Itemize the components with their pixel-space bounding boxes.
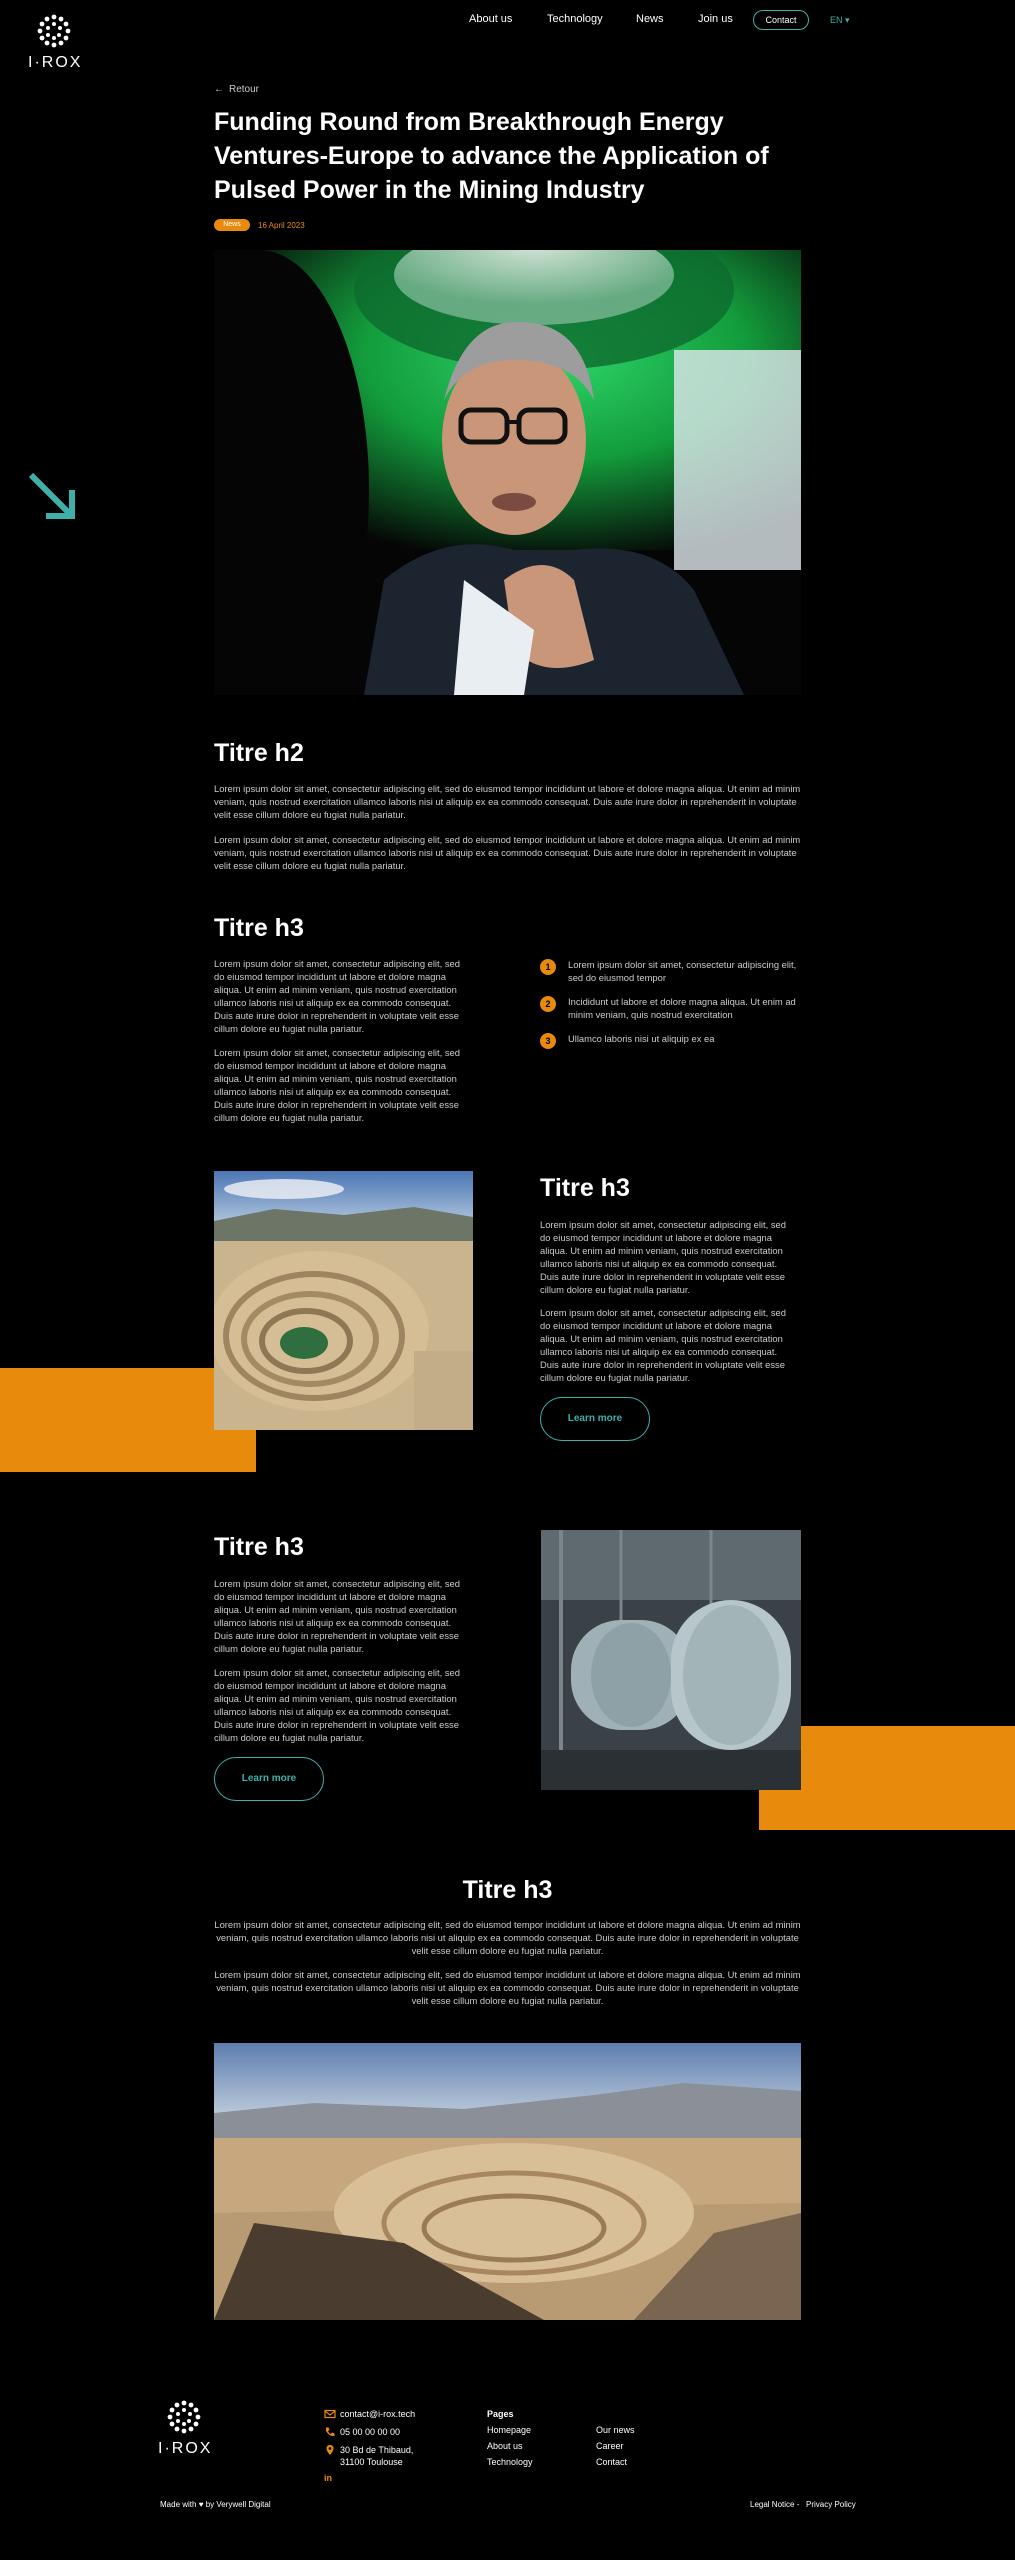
footer-link-our-news[interactable]: Our news <box>596 2425 635 2435</box>
footer-link-contact[interactable]: Contact <box>596 2457 628 2467</box>
legal-notice-link[interactable]: Legal Notice - <box>750 2500 800 2509</box>
section5-paragraph-2: Lorem ipsum dolor sit amet, consectetur adipiscing elit, sed do eiusmod tempor incididunt ut labore et dolore magna aliqua. Ut enim ad minim veniam, quis nostrud exercitation ullamco laboris nisi ut aliquip ex ea commodo consequat. Duis aute irure dolor in reprehenderit in voluptate velit esse cillum dolore eu fugiat nulla pariatur. <box>214 1969 801 2006</box>
list-item: 1 Lorem ipsum dolor sit amet, consectetur adipiscing elit, sed do eiusmod tempor <box>540 958 802 984</box>
footer-address: 30 Bd de Thibaud, 31100 Toulouse <box>324 2444 413 2468</box>
section3-paragraph-1: Lorem ipsum dolor sit amet, consectetur adipiscing elit, sed do eiusmod tempor incididunt ut labore et dolore magna aliqua. Ut enim ad minim veniam, quis nostrud exercitation ullamco laboris nisi ut aliquip ex ea commodo consequat. Duis aute irure dolor in reprehenderit in voluptate velit esse cillum dolore eu fugiat nulla pariatur. <box>540 1219 786 1295</box>
privacy-policy-link[interactable]: Privacy Policy <box>806 2500 856 2509</box>
location-pin-icon <box>324 2444 336 2456</box>
category-tag: News <box>214 219 250 231</box>
list-item: 3 Ullamco laboris nisi ut aliquip ex ea <box>540 1032 802 1045</box>
section2-paragraph-2: Lorem ipsum dolor sit amet, consectetur adipiscing elit, sed do eiusmod tempor incididunt ut labore et dolore magna aliqua. Ut enim ad minim veniam, quis nostrud exercitation ullamco laboris nisi ut aliquip ex ea commodo consequat. Duis aute irure dolor in reprehenderit in voluptate velit esse cillum dolore eu fugiat nulla pariatur. <box>214 1047 460 1123</box>
arrow-left-icon: ← <box>214 84 224 95</box>
nav-technology[interactable]: Technology <box>547 13 603 25</box>
section1-paragraph-2: Lorem ipsum dolor sit amet, consectetur adipiscing elit, sed do eiusmod tempor incididunt ut labore et dolore magna aliqua. Ut enim ad minim veniam, quis nostrud exercitation ullamco laboris nisi ut aliquip ex ea commodo consequat. Duis aute irure dolor in reprehenderit in voluptate velit esse cillum dolore eu fugiat nulla pariatur. <box>214 834 801 871</box>
back-link[interactable] <box>214 84 259 95</box>
article-title: Funding Round from Breakthrough Energy Ventures-Europe to advance the Application of Pulsed Power in the Mining Industry <box>214 108 769 204</box>
made-with-credit: Made with ♥ by Verywell Digital <box>160 2500 271 2509</box>
footer-link-about-us[interactable]: About us <box>487 2441 523 2451</box>
nav-about-us[interactable]: About us <box>469 13 513 25</box>
footer-link-homepage[interactable]: Homepage <box>487 2425 532 2435</box>
back-label: Retour <box>229 84 260 95</box>
section4-heading: Titre h3 <box>214 1533 304 1561</box>
section4-paragraph-2: Lorem ipsum dolor sit amet, consectetur adipiscing elit, sed do eiusmod tempor incididunt ut labore et dolore magna aliqua. Ut enim ad minim veniam, quis nostrud exercitation ullamco laboris nisi ut aliquip ex ea commodo consequat. Duis aute irure dolor in reprehenderit in voluptate velit esse cillum dolore eu fugiat nulla pariatur. <box>214 1667 460 1743</box>
section2-paragraph-1: Lorem ipsum dolor sit amet, consectetur adipiscing elit, sed do eiusmod tempor incididunt ut labore et dolore magna aliqua. Ut enim ad minim veniam, quis nostrud exercitation ullamco laboris nisi ut aliquip ex ea commodo consequat. Duis aute irure dolor in reprehenderit in voluptate velit esse cillum dolore eu fugiat nulla pariatur. <box>214 958 460 1034</box>
main-nav <box>0 10 1015 30</box>
logo-text: I·ROX <box>28 54 83 71</box>
mail-icon <box>324 2408 336 2420</box>
mine-landscape-image <box>214 2043 801 2320</box>
nav-news[interactable]: News <box>636 13 664 25</box>
section-heading-h2: Titre h2 <box>214 739 304 767</box>
logo-text: I·ROX <box>158 2440 213 2457</box>
learn-more-button[interactable]: Learn more <box>214 1757 324 1801</box>
section1-paragraph-1: Lorem ipsum dolor sit amet, consectetur adipiscing elit, sed do eiusmod tempor incididunt ut labore et dolore magna aliqua. Ut enim ad minim veniam, quis nostrud exercitation ullamco laboris nisi ut aliquip ex ea commodo consequat. Duis aute irure dolor in reprehenderit in voluptate velit esse cillum dolore eu fugiat nulla pariatur. <box>214 783 801 820</box>
numbered-list <box>540 958 802 1056</box>
learn-more-button[interactable]: Learn more <box>540 1397 650 1441</box>
section3-paragraph-2: Lorem ipsum dolor sit amet, consectetur adipiscing elit, sed do eiusmod tempor incididunt ut labore et dolore magna aliqua. Ut enim ad minim veniam, quis nostrud exercitation ullamco laboris nisi ut aliquip ex ea commodo consequat. Duis aute irure dolor in reprehenderit in voluptate velit esse cillum dolore eu fugiat nulla pariatur. <box>540 1307 786 1383</box>
footer-link-technology[interactable]: Technology <box>487 2457 533 2467</box>
footer-pages-title: Pages <box>487 2409 514 2419</box>
section2-heading: Titre h3 <box>214 914 304 942</box>
footer-link-career[interactable]: Career <box>596 2441 624 2451</box>
nav-join-us[interactable]: Join us <box>698 13 733 25</box>
footer-email[interactable]: contact@i-rox.tech <box>324 2408 415 2420</box>
heart-icon: ♥ <box>198 2500 204 2509</box>
article-date: 16 April 2023 <box>258 221 305 230</box>
language-select[interactable]: EN ▾ <box>830 15 850 25</box>
logo-icon <box>167 2400 201 2434</box>
list-item: 2 Incididunt ut labore et dolore magna aliqua. Ut enim ad minim veniam, quis nostrud exercitation <box>540 995 802 1021</box>
section4-paragraph-1: Lorem ipsum dolor sit amet, consectetur adipiscing elit, sed do eiusmod tempor incididunt ut labore et dolore magna aliqua. Ut enim ad minim veniam, quis nostrud exercitation ullamco laboris nisi ut aliquip ex ea commodo consequat. Duis aute irure dolor in reprehenderit in voluptate velit esse cillum dolore eu fugiat nulla pariatur. <box>214 1578 460 1654</box>
phone-icon <box>324 2426 336 2438</box>
section5-heading: Titre h3 <box>462 1876 553 1904</box>
industrial-mill-image <box>541 1530 801 1790</box>
contact-button[interactable]: Contact <box>753 10 809 30</box>
section3-heading: Titre h3 <box>540 1174 630 1202</box>
open-pit-mine-image <box>214 1171 473 1430</box>
hero-image <box>214 250 801 695</box>
footer-phone[interactable]: 05 00 00 00 00 <box>324 2426 400 2438</box>
section5-paragraph-1: Lorem ipsum dolor sit amet, consectetur adipiscing elit, sed do eiusmod tempor incididunt ut labore et dolore magna aliqua. Ut enim ad minim veniam, quis nostrud exercitation ullamco laboris nisi ut aliquip ex ea commodo consequat. Duis aute irure dolor in reprehenderit in voluptate velit esse cillum dolore eu fugiat nulla pariatur. <box>214 1919 801 1956</box>
footer-logo[interactable] <box>158 2400 213 2458</box>
arrow-down-right-icon <box>26 470 80 524</box>
linkedin-icon[interactable]: in <box>324 2473 332 2483</box>
